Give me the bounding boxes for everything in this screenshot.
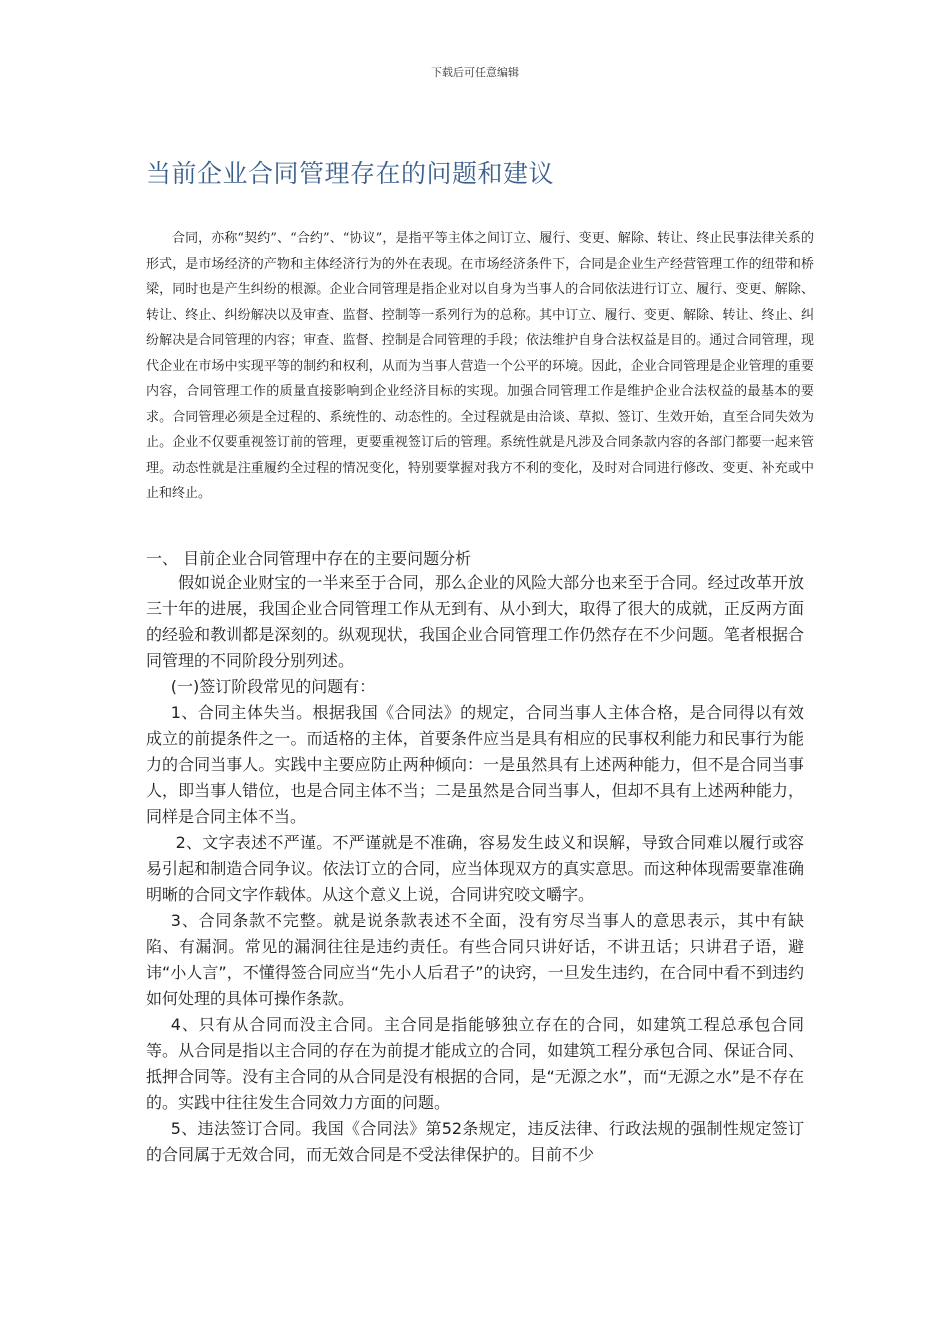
paragraph: 假如说企业财宝的一半来至于合同，那么企业的风险大部分也来至于合同。经过改革开放三十年的进展，我国企业合同管理工作从无到有、从小到大，取得了很大的成就，正反两方面的经验和教训都是深刻的。纵观现状，我国企业合同管理工作仍然存在不少问题。笔者根据合同管理的不同阶段分别列述。 — [146, 573, 804, 670]
header-note: 下载后可任意编辑 — [431, 66, 519, 79]
document-title: 当前企业合同管理存在的问题和建议 — [146, 159, 555, 188]
list-item: 5、违法签订合同。我国《合同法》第52条规定，违反法律、行政法规的强制性规定签订的合同属于无效合同，而无效合同是不受法律保护的。目前不少 — [146, 1119, 804, 1164]
section-heading: 一、 目前企业合同管理中存在的主要问题分析 — [146, 549, 472, 568]
list-item: 1、合同主体失当。根据我国《合同法》的规定，合同当事人主体合格，是合同得以有效成立的前提条件之一。而适格的主体，首要条件应当是具有相应的民事权利能力和民事行为能力的合同当事人。实践中主要应防止两种倾向：一是虽然具有上述两种能力，但不是合同当事人，即当事人错位，也是合同主体不当；二是虽然是合同当事人，但却不具有上述两种能力，同样是合同主体不当。 — [146, 703, 804, 826]
list-item: 3、合同条款不完整。就是说条款表述不全面，没有穷尽当事人的意思表示，其中有缺陷、有漏洞。常见的漏洞往往是违约责任。有些合同只讲好话，不讲丑话；只讲君子语，避讳“小人言”，不懂得签合同应当“先小人后君子”的诀窍，一旦发生违约，在合同中看不到违约如何处理的具体可操作条款。 — [146, 911, 804, 1008]
intro-paragraph: 合同，亦称“契约”、“合约”、“协议”，是指平等主体之间订立、履行、变更、解除、转让、终止民事法律关系的形式，是市场经济的产物和主体经济行为的外在表现。在市场经济条件下，合同是企业生产经营管理工作的纽带和桥梁，同时也是产生纠纷的根源。企业合同管理是指企业对以自身为当事人的合同依法进行订立、履行、变更、解除、转让、终止、纠纷解决以及审查、监督、控制等一系列行为的总称。其中订立、履行、变更、解除、转让、终止、纠纷解决是合同管理的内容；审查、监督、控制是合同管理的手段；依法维护自身合法权益是目的。通过合同管理，现代企业在市场中实现平等的制约和权利，从而为当事人营造一个公平的环境。因此，企业合同管理是企业管理的重要内容，合同管理工作的质量直接影响到企业经济目标的实现。加强合同管理工作是维护企业合法权益的最基本的要求。合同管理必须是全过程的、系统性的、动态性的。全过程就是由洽谈、草拟、签订、生效开始，直至合同失效为止。企业不仅要重视签订前的管理，更要重视签订后的管理。系统性就是凡涉及合同条款内容的各部门都要一起来管理。动态性就是注重履约全过程的情况变化，特别要掌握对我方不利的变化，及时对合同进行修改、变更、补充或中止和终止。 — [146, 231, 814, 501]
list-item: 4、只有从合同而没主合同。主合同是指能够独立存在的合同，如建筑工程总承包合同等。从合同是指以主合同的存在为前提才能成立的合同，如建筑工程分承包合同、保证合同、抵押合同等。没有主合同的从合同是没有根据的合同，是“无源之水”，而“无源之水”是不存在的。实践中往往发生合同效力方面的问题。 — [146, 1015, 804, 1112]
body-text — [146, 570, 804, 1168]
subheading: (一)签订阶段常见的问题有： — [170, 677, 376, 696]
list-item: 2、文字表述不严谨。不严谨就是不准确，容易发生歧义和误解，导致合同难以履行或容易引起和制造合同争议。依法订立的合同，应当体现双方的真实意思。而这种体现需要靠准确明晰的合同文字作载体。从这个意义上说，合同讲究咬文嚼字。 — [146, 833, 804, 904]
